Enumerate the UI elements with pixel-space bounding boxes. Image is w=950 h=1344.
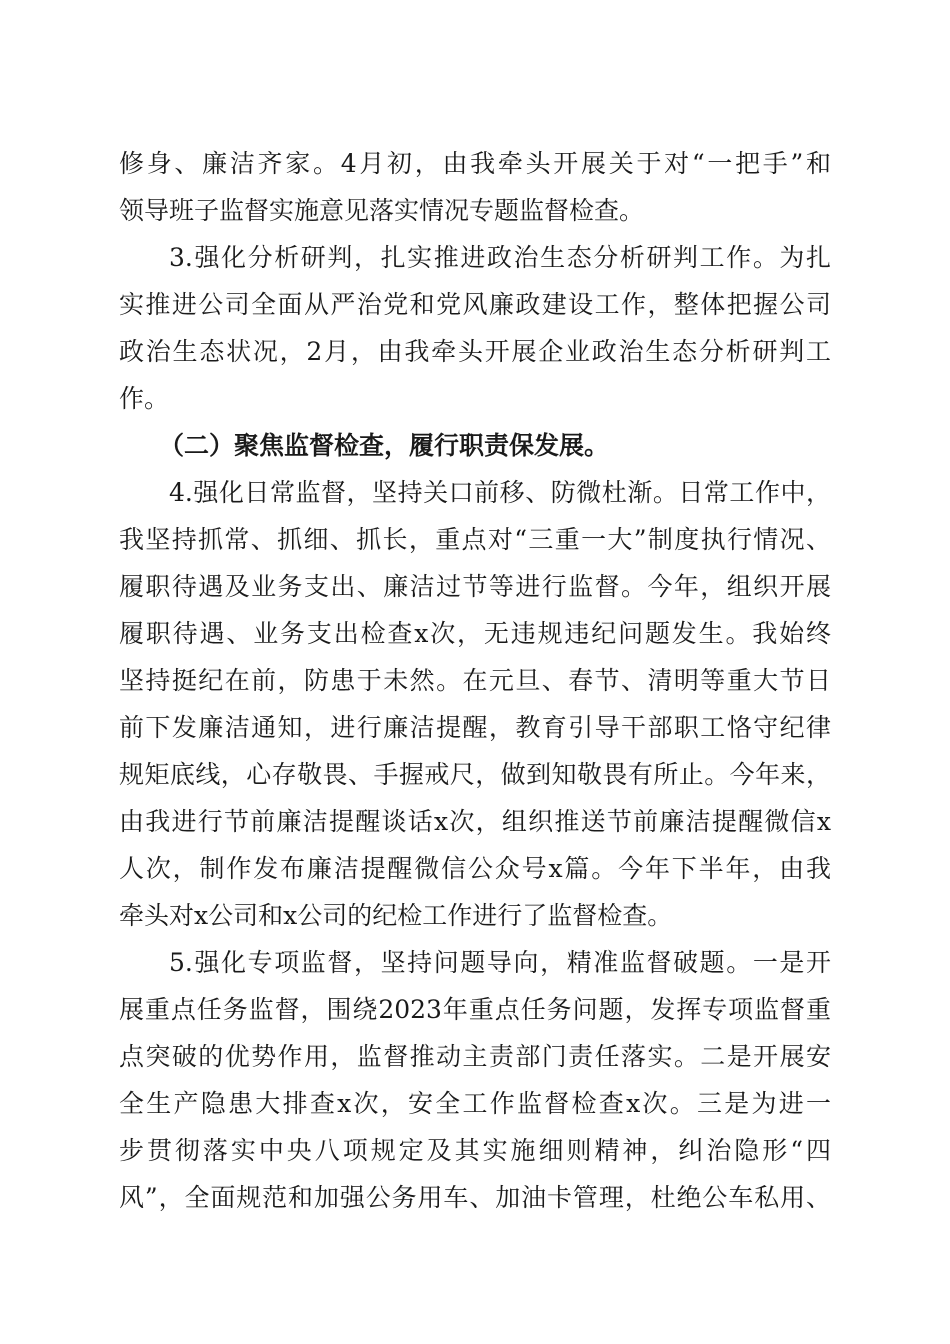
paragraph-line: 政治生态状况，2月，由我牵头开展企业政治生态分析研判工 [119, 337, 831, 366]
paragraph-line: 步贯彻落实中央八项规定及其实施细则精神，纠治隐形“四 [119, 1136, 831, 1165]
paragraph-line: 我坚持抓常、抓细、抓长，重点对“三重一大”制度执行情况、 [119, 525, 831, 554]
paragraph-line: 风”，全面规范和加强公务用车、加油卡管理，杜绝公车私用、 [119, 1183, 831, 1212]
paragraph-line: 履职待遇、业务支出检查x次，无违规违纪问题发生。我始终 [119, 619, 831, 648]
document-body [119, 140, 831, 1221]
paragraph-line: 由我进行节前廉洁提醒谈话x次，组织推送节前廉洁提醒微信x [119, 807, 831, 836]
paragraph-line: 全生产隐患大排查x次，安全工作监督检查x次。三是为进一 [119, 1089, 831, 1118]
paragraph-line: 履职待遇及业务支出、廉洁过节等进行监督。今年，组织开展 [119, 572, 831, 601]
paragraph-line: 领导班子监督实施意见落实情况专题监督检查。 [119, 196, 645, 225]
paragraph-line: 作。 [119, 384, 170, 413]
paragraph-line: 3.强化分析研判，扎实推进政治生态分析研判工作。为扎 [169, 243, 831, 272]
paragraph-line: 实推进公司全面从严治党和党风廉政建设工作，整体把握公司 [119, 290, 831, 319]
section-heading: （二）聚焦监督检查，履行职责保发展。 [159, 431, 610, 460]
paragraph-line: 前下发廉洁通知，进行廉洁提醒，教育引导干部职工恪守纪律 [119, 713, 831, 742]
paragraph-line: 规矩底线，心存敬畏、手握戒尺，做到知敬畏有所止。今年来， [119, 760, 831, 789]
paragraph-line: 点突破的优势作用，监督推动主责部门责任落实。二是开展安 [119, 1042, 831, 1071]
paragraph-line: 4.强化日常监督，坚持关口前移、防微杜渐。日常工作中， [169, 478, 831, 507]
paragraph-line: 修身、廉洁齐家。4月初，由我牵头开展关于对“一把手”和 [119, 149, 831, 178]
paragraph-line: 牵头对x公司和x公司的纪检工作进行了监督检查。 [119, 901, 673, 930]
paragraph-line: 人次，制作发布廉洁提醒微信公众号x篇。今年下半年，由我 [119, 854, 831, 883]
paragraph-line: 坚持挺纪在前，防患于未然。在元旦、春节、清明等重大节日 [119, 666, 831, 695]
paragraph-line: 5.强化专项监督，坚持问题导向，精准监督破题。一是开 [169, 948, 831, 977]
paragraph-line: 展重点任务监督，围绕2023年重点任务问题，发挥专项监督重 [119, 995, 831, 1024]
